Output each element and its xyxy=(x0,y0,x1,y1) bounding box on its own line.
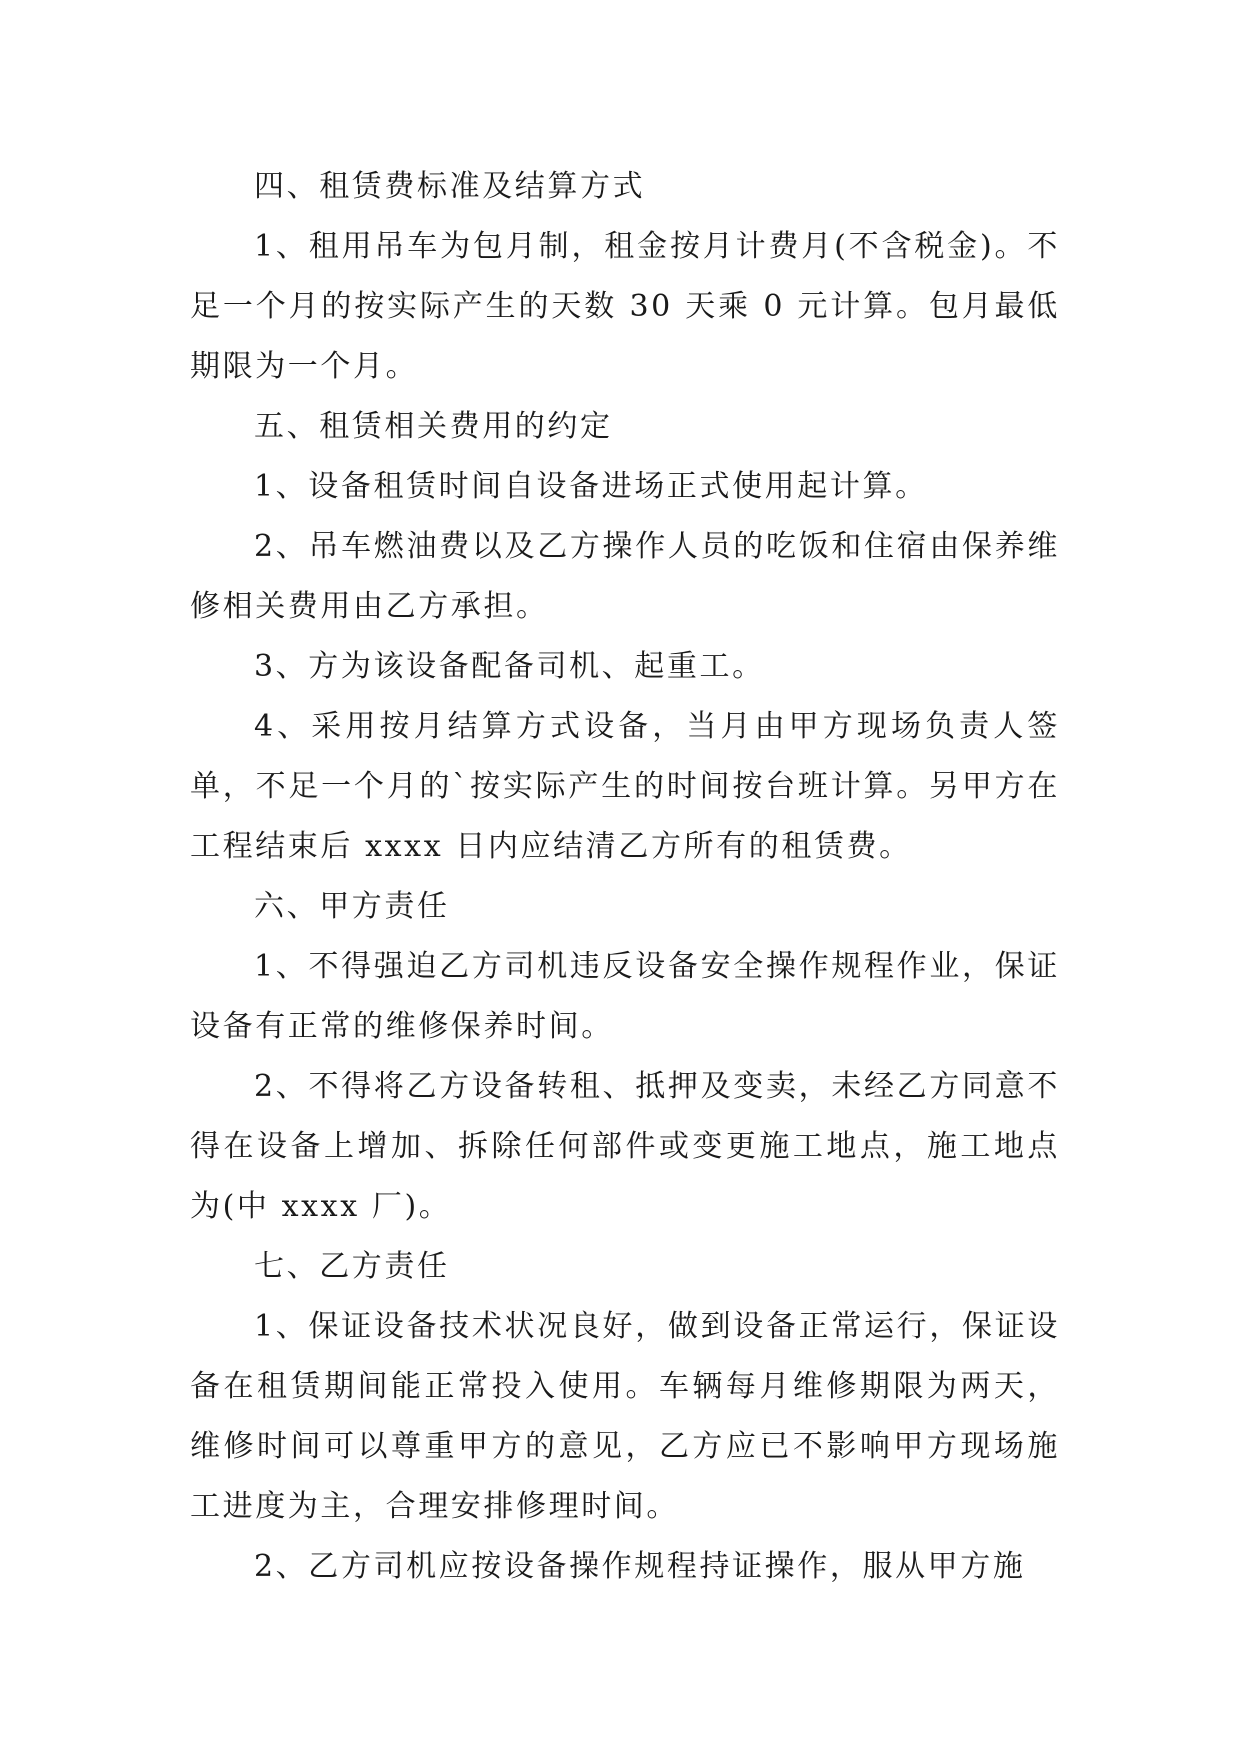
clause-5-4: 4、采用按月结算方式设备，当月由甲方现场负责人签单，不足一个月的`按实际产生的时间按台班计算。另甲方在工程结束后 xxxx 日内应结清乙方所有的租赁费。 xyxy=(190,709,1060,864)
section-heading-party-a-duties: 六、甲方责任 xyxy=(254,889,450,924)
clause-7-2: 2、乙方司机应按设备操作规程持证操作，服从甲方施 xyxy=(254,1549,1026,1584)
document-body xyxy=(190,157,1060,1597)
section-heading-rental-fees: 四、租赁费标准及结算方式 xyxy=(254,169,646,204)
clause-4-1: 1、租用吊车为包月制，租金按月计费月(不含税金)。不足一个月的按实际产生的天数 30 天乘 0 元计算。包月最低期限为一个月。 xyxy=(190,229,1060,384)
clause-5-2: 2、吊车燃油费以及乙方操作人员的吃饭和住宿由保养维修相关费用由乙方承担。 xyxy=(190,529,1060,624)
section-heading-related-costs: 五、租赁相关费用的约定 xyxy=(254,409,613,444)
section-heading-party-b-duties: 七、乙方责任 xyxy=(254,1249,450,1284)
clause-7-1: 1、保证设备技术状况良好，做到设备正常运行，保证设备在租赁期间能正常投入使用。车辆每月维修期限为两天，维修时间可以尊重甲方的意见，乙方应已不影响甲方现场施工进度为主，合理安排修理时间。 xyxy=(190,1309,1060,1524)
clause-6-2: 2、不得将乙方设备转租、抵押及变卖，未经乙方同意不得在设备上增加、拆除任何部件或变更施工地点，施工地点为(中 xxxx 厂)。 xyxy=(190,1069,1060,1224)
clause-5-3: 3、方为该设备配备司机、起重工。 xyxy=(254,649,765,684)
clause-5-1: 1、设备租赁时间自设备进场正式使用起计算。 xyxy=(254,469,928,504)
clause-6-1: 1、不得强迫乙方司机违反设备安全操作规程作业，保证设备有正常的维修保养时间。 xyxy=(190,949,1060,1044)
